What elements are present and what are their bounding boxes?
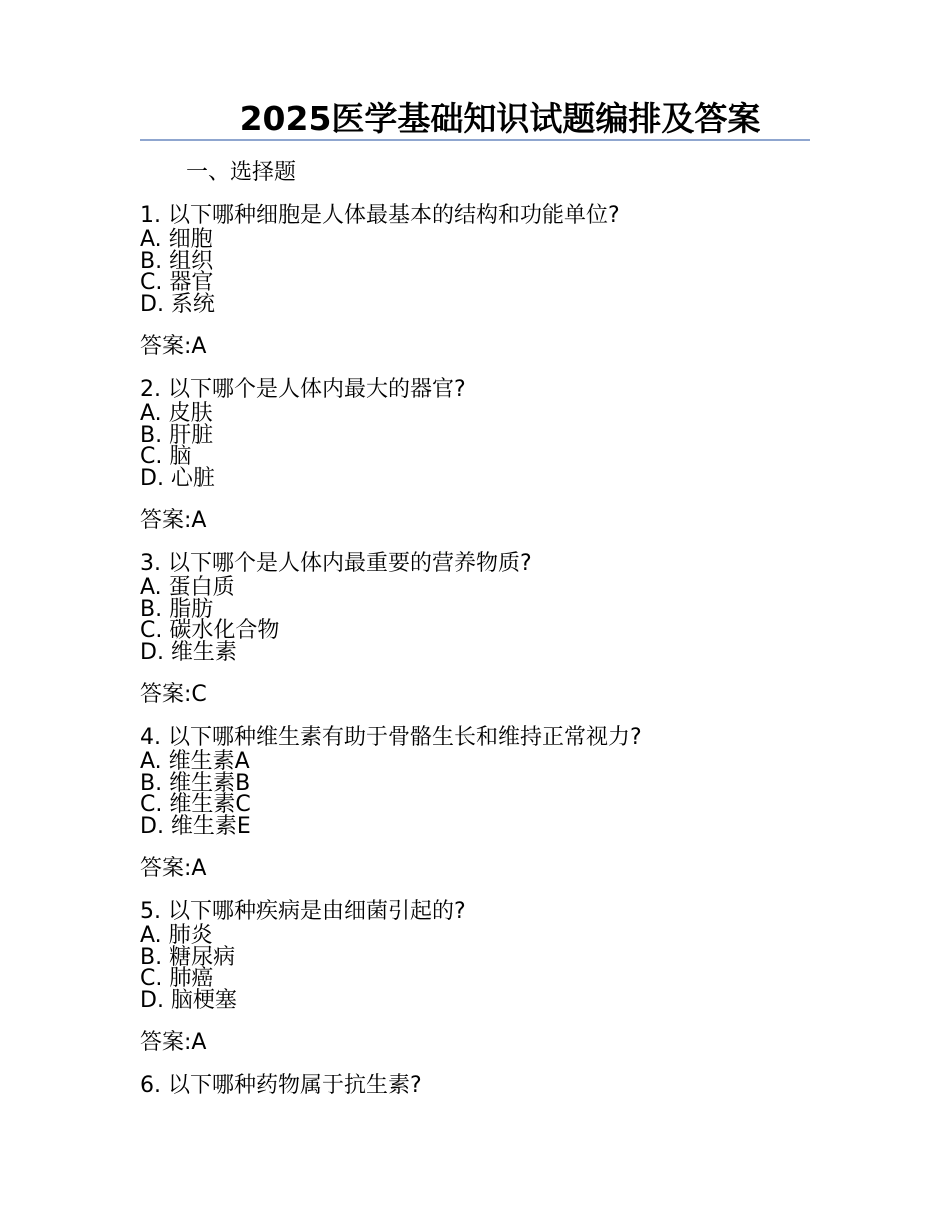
option-c: C. 碳水化合物 (140, 618, 280, 643)
option-d: D. 心脏 (140, 465, 215, 491)
option-b: B. 糖尿病 (140, 944, 236, 970)
option-d: D. 系统 (140, 291, 215, 317)
option-a: A. 蛋白质 (140, 575, 235, 600)
title-underline (140, 139, 810, 141)
option-d: D. 维生素E (140, 813, 251, 839)
option-c: C. 肺癌 (140, 966, 214, 991)
question-text: 6. 以下哪种药物属于抗生素? (140, 1073, 422, 1098)
question-2 (140, 377, 820, 533)
answer: 答案:A (140, 508, 207, 533)
answer: 答案:A (140, 334, 207, 359)
question-text: 2. 以下哪个是人体内最大的器官? (140, 377, 466, 402)
option-c: C. 维生素C (140, 792, 251, 817)
question-text: 4. 以下哪种维生素有助于骨骼生长和维持正常视力? (140, 725, 642, 750)
question-6 (140, 1073, 820, 1099)
question-5 (140, 899, 820, 1055)
document-title: 2025医学基础知识试题编排及答案 (239, 99, 761, 138)
option-d: D. 维生素 (140, 639, 237, 665)
section-heading: 一、选择题 (186, 160, 297, 185)
question-text: 5. 以下哪种疾病是由细菌引起的? (140, 899, 466, 924)
option-b: B. 脂肪 (140, 596, 214, 622)
option-b: B. 肝脏 (140, 422, 214, 448)
option-b: B. 组织 (140, 248, 214, 274)
answer: 答案:A (140, 856, 207, 881)
option-a: A. 维生素A (140, 749, 250, 774)
option-a: A. 肺炎 (140, 923, 213, 948)
option-a: A. 细胞 (140, 227, 213, 252)
option-a: A. 皮肤 (140, 401, 213, 426)
question-3 (140, 551, 820, 707)
question-1 (140, 203, 820, 359)
question-text: 3. 以下哪个是人体内最重要的营养物质? (140, 551, 532, 576)
answer: 答案:C (140, 682, 207, 707)
answer: 答案:A (140, 1030, 207, 1055)
option-d: D. 脑梗塞 (140, 987, 237, 1013)
question-4 (140, 725, 820, 881)
option-c: C. 器官 (140, 270, 214, 295)
option-c: C. 脑 (140, 444, 192, 469)
option-b: B. 维生素B (140, 770, 251, 796)
question-text: 1. 以下哪种细胞是人体最基本的结构和功能单位? (140, 203, 620, 228)
